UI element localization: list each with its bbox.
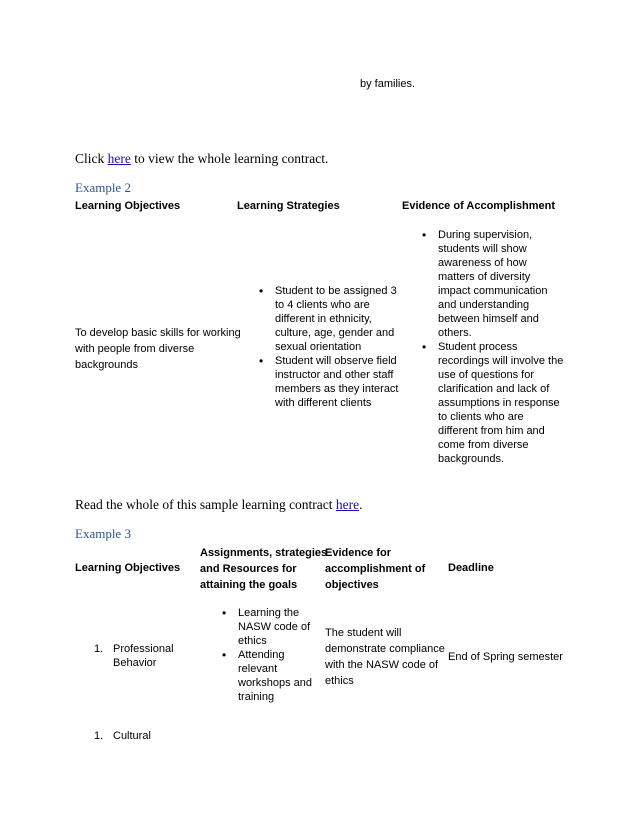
read-prefix: Read the whole of this sample learning contract bbox=[75, 497, 336, 512]
read-line bbox=[75, 497, 363, 513]
list-item-line: NASW code of bbox=[238, 621, 311, 633]
click-line bbox=[75, 151, 328, 167]
list-item-line: backgrounds. bbox=[438, 453, 505, 465]
list-item-line: members as they interact bbox=[275, 383, 399, 395]
list-item bbox=[255, 354, 399, 410]
sample-contract-link[interactable]: here bbox=[335, 497, 360, 512]
list-item-line: • Student process bbox=[438, 341, 518, 353]
evidence-line: with the NASW code of bbox=[325, 659, 439, 671]
list-item-line: workshops and bbox=[238, 677, 312, 689]
read-suffix: . bbox=[359, 497, 363, 512]
row-assignments-list bbox=[218, 606, 312, 704]
list-item bbox=[218, 648, 312, 704]
col-header-assignments bbox=[200, 545, 327, 593]
header-line: Evidence for bbox=[325, 547, 392, 559]
header-line: and Resources for bbox=[200, 563, 297, 575]
col-header-evidence: Evidence of Accomplishment bbox=[402, 200, 556, 212]
row-objective bbox=[113, 642, 174, 670]
list-item-line: training bbox=[238, 691, 275, 703]
objective-line: Professional bbox=[113, 643, 174, 655]
list-item-line: clarification and lack of bbox=[438, 383, 550, 395]
col-header-objectives: Learning Objectives bbox=[75, 562, 181, 574]
list-item-line: others. bbox=[438, 327, 472, 339]
objective-line: backgrounds bbox=[75, 359, 138, 371]
list-item-line: culture, age, gender and bbox=[275, 327, 395, 339]
list-item bbox=[255, 284, 399, 354]
list-item bbox=[418, 340, 563, 466]
list-item-line: sexual orientation bbox=[275, 341, 362, 353]
objective-line: with people from diverse bbox=[75, 343, 195, 355]
click-prefix: Click bbox=[75, 151, 108, 166]
list-item bbox=[418, 228, 563, 340]
list-item-line: come from diverse bbox=[438, 439, 529, 451]
row-number: 1. bbox=[94, 643, 104, 655]
header-line: accomplishment of bbox=[325, 563, 426, 575]
evidence-line: The student will bbox=[325, 627, 402, 639]
list-item-line: impact communication bbox=[438, 285, 548, 297]
list-item-line: between himself and bbox=[438, 313, 539, 325]
list-item-line: instructor and other staff bbox=[275, 369, 394, 381]
click-suffix: to view the whole learning contract. bbox=[130, 151, 329, 166]
objective-line: Behavior bbox=[113, 657, 157, 669]
contract-link[interactable]: here bbox=[107, 151, 131, 166]
list-item-line: relevant bbox=[238, 663, 278, 675]
list-item-line: assumptions in response bbox=[438, 397, 560, 409]
list-item bbox=[218, 606, 312, 648]
list-item-line: use of questions for bbox=[438, 369, 535, 381]
example2-evidence-list bbox=[418, 228, 563, 466]
continued-text: by families. bbox=[360, 78, 416, 90]
header-line: objectives bbox=[325, 579, 379, 591]
list-item-line: • During supervision, bbox=[438, 229, 533, 241]
row-evidence bbox=[325, 625, 445, 689]
list-item-line: to clients who are bbox=[438, 411, 524, 423]
list-item-line: • Attending bbox=[238, 649, 285, 661]
list-item-line: recordings will involve the bbox=[438, 355, 564, 367]
evidence-line: demonstrate compliance bbox=[325, 643, 445, 655]
list-item-line: • Student will observe field bbox=[275, 355, 397, 367]
list-item-line: ethics bbox=[238, 635, 267, 647]
example2-objective bbox=[75, 325, 241, 373]
list-item-line: • Learning the bbox=[238, 607, 300, 619]
row-deadline: End of Spring semester bbox=[448, 651, 563, 663]
list-item-line: with different clients bbox=[275, 397, 372, 409]
header-line: Assignments, strategies bbox=[200, 547, 328, 559]
list-item-line: • Student to be assigned 3 bbox=[275, 285, 397, 297]
evidence-line: ethics bbox=[325, 675, 354, 687]
col-header-evidence bbox=[325, 545, 425, 593]
list-item-line: different from him and bbox=[438, 425, 545, 437]
example2-strategies-list bbox=[255, 284, 399, 410]
col-header-deadline: Deadline bbox=[448, 562, 494, 574]
objective-line: To develop basic skills for working bbox=[75, 327, 241, 339]
example-2-heading: Example 2 bbox=[75, 180, 131, 195]
list-item-line: different in ethnicity, bbox=[275, 313, 372, 325]
row-number: 1. bbox=[94, 730, 104, 742]
example-3-heading: Example 3 bbox=[75, 526, 131, 541]
list-item-line: to 4 clients who are bbox=[275, 299, 370, 311]
list-item-line: and understanding bbox=[438, 299, 530, 311]
list-item-line: awareness of how bbox=[438, 257, 527, 269]
list-item-line: matters of diversity bbox=[438, 271, 531, 283]
col-header-strategies: Learning Strategies bbox=[237, 200, 340, 212]
header-line: attaining the goals bbox=[200, 579, 298, 591]
list-item-line: students will show bbox=[438, 243, 527, 255]
col-header-objectives: Learning Objectives bbox=[75, 200, 181, 212]
row-objective: Cultural bbox=[113, 730, 151, 742]
